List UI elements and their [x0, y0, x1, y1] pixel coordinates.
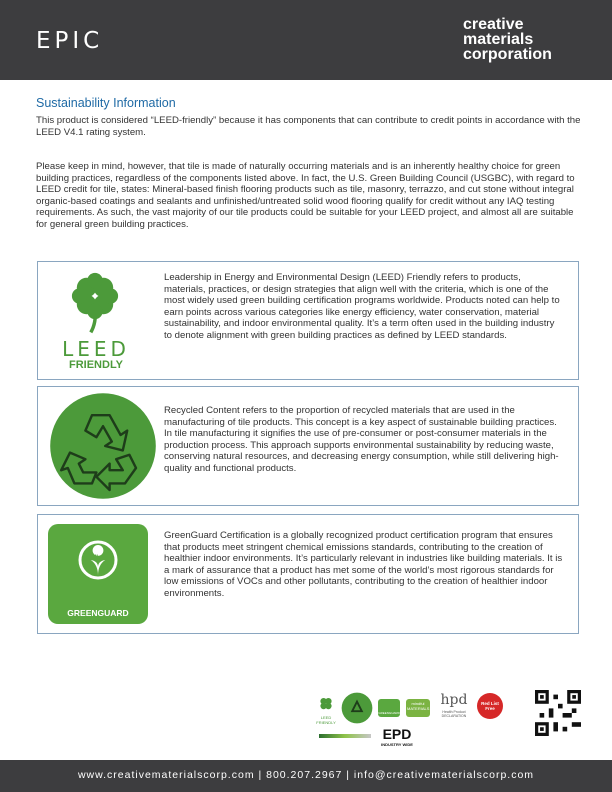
company-logo-line1: creative	[463, 16, 524, 33]
greenguard-small-label: GREENGUARD	[378, 711, 400, 715]
company-logo	[463, 17, 552, 62]
leed-logo-word: LEED	[62, 337, 130, 361]
greenguard-small-logo	[378, 699, 400, 717]
recycle-icon	[48, 391, 158, 501]
epd-color-bar	[319, 734, 371, 738]
red-list-free-logo	[477, 693, 503, 719]
mindful-materials-logo	[406, 699, 430, 717]
greenguard-description: GreenGuard Certification is a globally recognized product certification program that ensures that products meet stringent chemical emissions standards, contributing to the creation of healthier indoor environments. It’s particularly relevant in industries like building materials. It is a mark of assurance that a product has met some of the world’s most rigorous standards for low emissions of VOCs and other pollutants, contributing to the creation of healthier indoor environments.	[164, 530, 563, 599]
hpd-sub-label: Health Product DECLARATION	[441, 710, 467, 718]
hpd-logo: hpd	[440, 692, 468, 708]
greenguard-logo-word: GREENGUARD	[67, 608, 129, 618]
leed-small-label: LEED FRIENDLY	[316, 715, 336, 725]
greenguard-box	[37, 514, 579, 634]
epd-sub-label: INDUSTRY WIDE	[381, 742, 413, 747]
company-logo-line2: materials	[463, 31, 534, 48]
page-header	[0, 0, 612, 80]
page-footer	[0, 760, 612, 792]
recycled-content-box	[37, 386, 579, 506]
epd-logo: EPD	[382, 726, 412, 742]
recycle-small-icon	[341, 692, 373, 724]
red-list-label: Red List Free	[481, 701, 499, 711]
detail-paragraph: Please keep in mind, however, that tile is made of naturally occurring materials and is an inherently healthy choice for green building practices, regardless of the components listed above. In fact, the U.S. Green Building Council (USGBC), with regard to LEED credit for tile, states: Mineral-based finish flooring products such as tile, masonry, terrazzo, and cut stone without integral organic-based coatings and sealants and unfinished/untreated solid wood flooring qualify for credit without any IAQ testing requirements. As such, the vast majority of our tile products could be suitable for your LEED project, and almost all are suitable for general green building practices.	[36, 161, 575, 230]
greenguard-logo	[48, 524, 148, 624]
company-logo-line3: corporation	[463, 46, 552, 63]
leed-logo-sub: FRIENDLY	[69, 359, 123, 371]
ul-mark: UL	[92, 555, 100, 561]
qr-code-icon	[535, 690, 581, 736]
intro-paragraph: This product is considered “LEED-friendly” because it has components that can contribute to credit points in accordance with the LEED V4.1 rating system.	[36, 115, 581, 138]
clover-icon	[60, 268, 130, 338]
leed-friendly-box	[37, 261, 579, 380]
recycled-description: Recycled Content refers to the proportion of recycled materials that are used in the manufacturing of tile products. This concept is a key aspect of sustainable building practices. In tile manufacturing it signifies the use of pre-consumer or post-consumer materials in the production process. This approach supports environmental sustainability by reducing waste, conserving natural resources, and decreasing energy consumption, while still delivering high-quality and functional products.	[164, 405, 559, 474]
brand-logo-epic: EPIC	[36, 28, 104, 54]
mindful-label: mindful MATERIALS	[407, 701, 430, 711]
certification-logo-strip	[313, 690, 585, 750]
footer-contact: www.creativematerialscorp.com | 800.207.2967 | info@creativematerialscorp.com	[77, 769, 535, 781]
leed-small-icon	[315, 694, 337, 714]
section-title: Sustainability Information	[36, 96, 176, 110]
leed-description: Leadership in Energy and Environmental Design (LEED) Friendly refers to products, materials, practices, or design strategies that align well with the criteria, which is one of the most widely used green building certification programs worldwide. Products noted can help to earn points across various categories like energy efficiency, water conservation, material sustainability, and indoor environmental quality. It’s a term often used in the building industry to denote alignment with green building practices as defined by LEED standards.	[164, 272, 560, 341]
